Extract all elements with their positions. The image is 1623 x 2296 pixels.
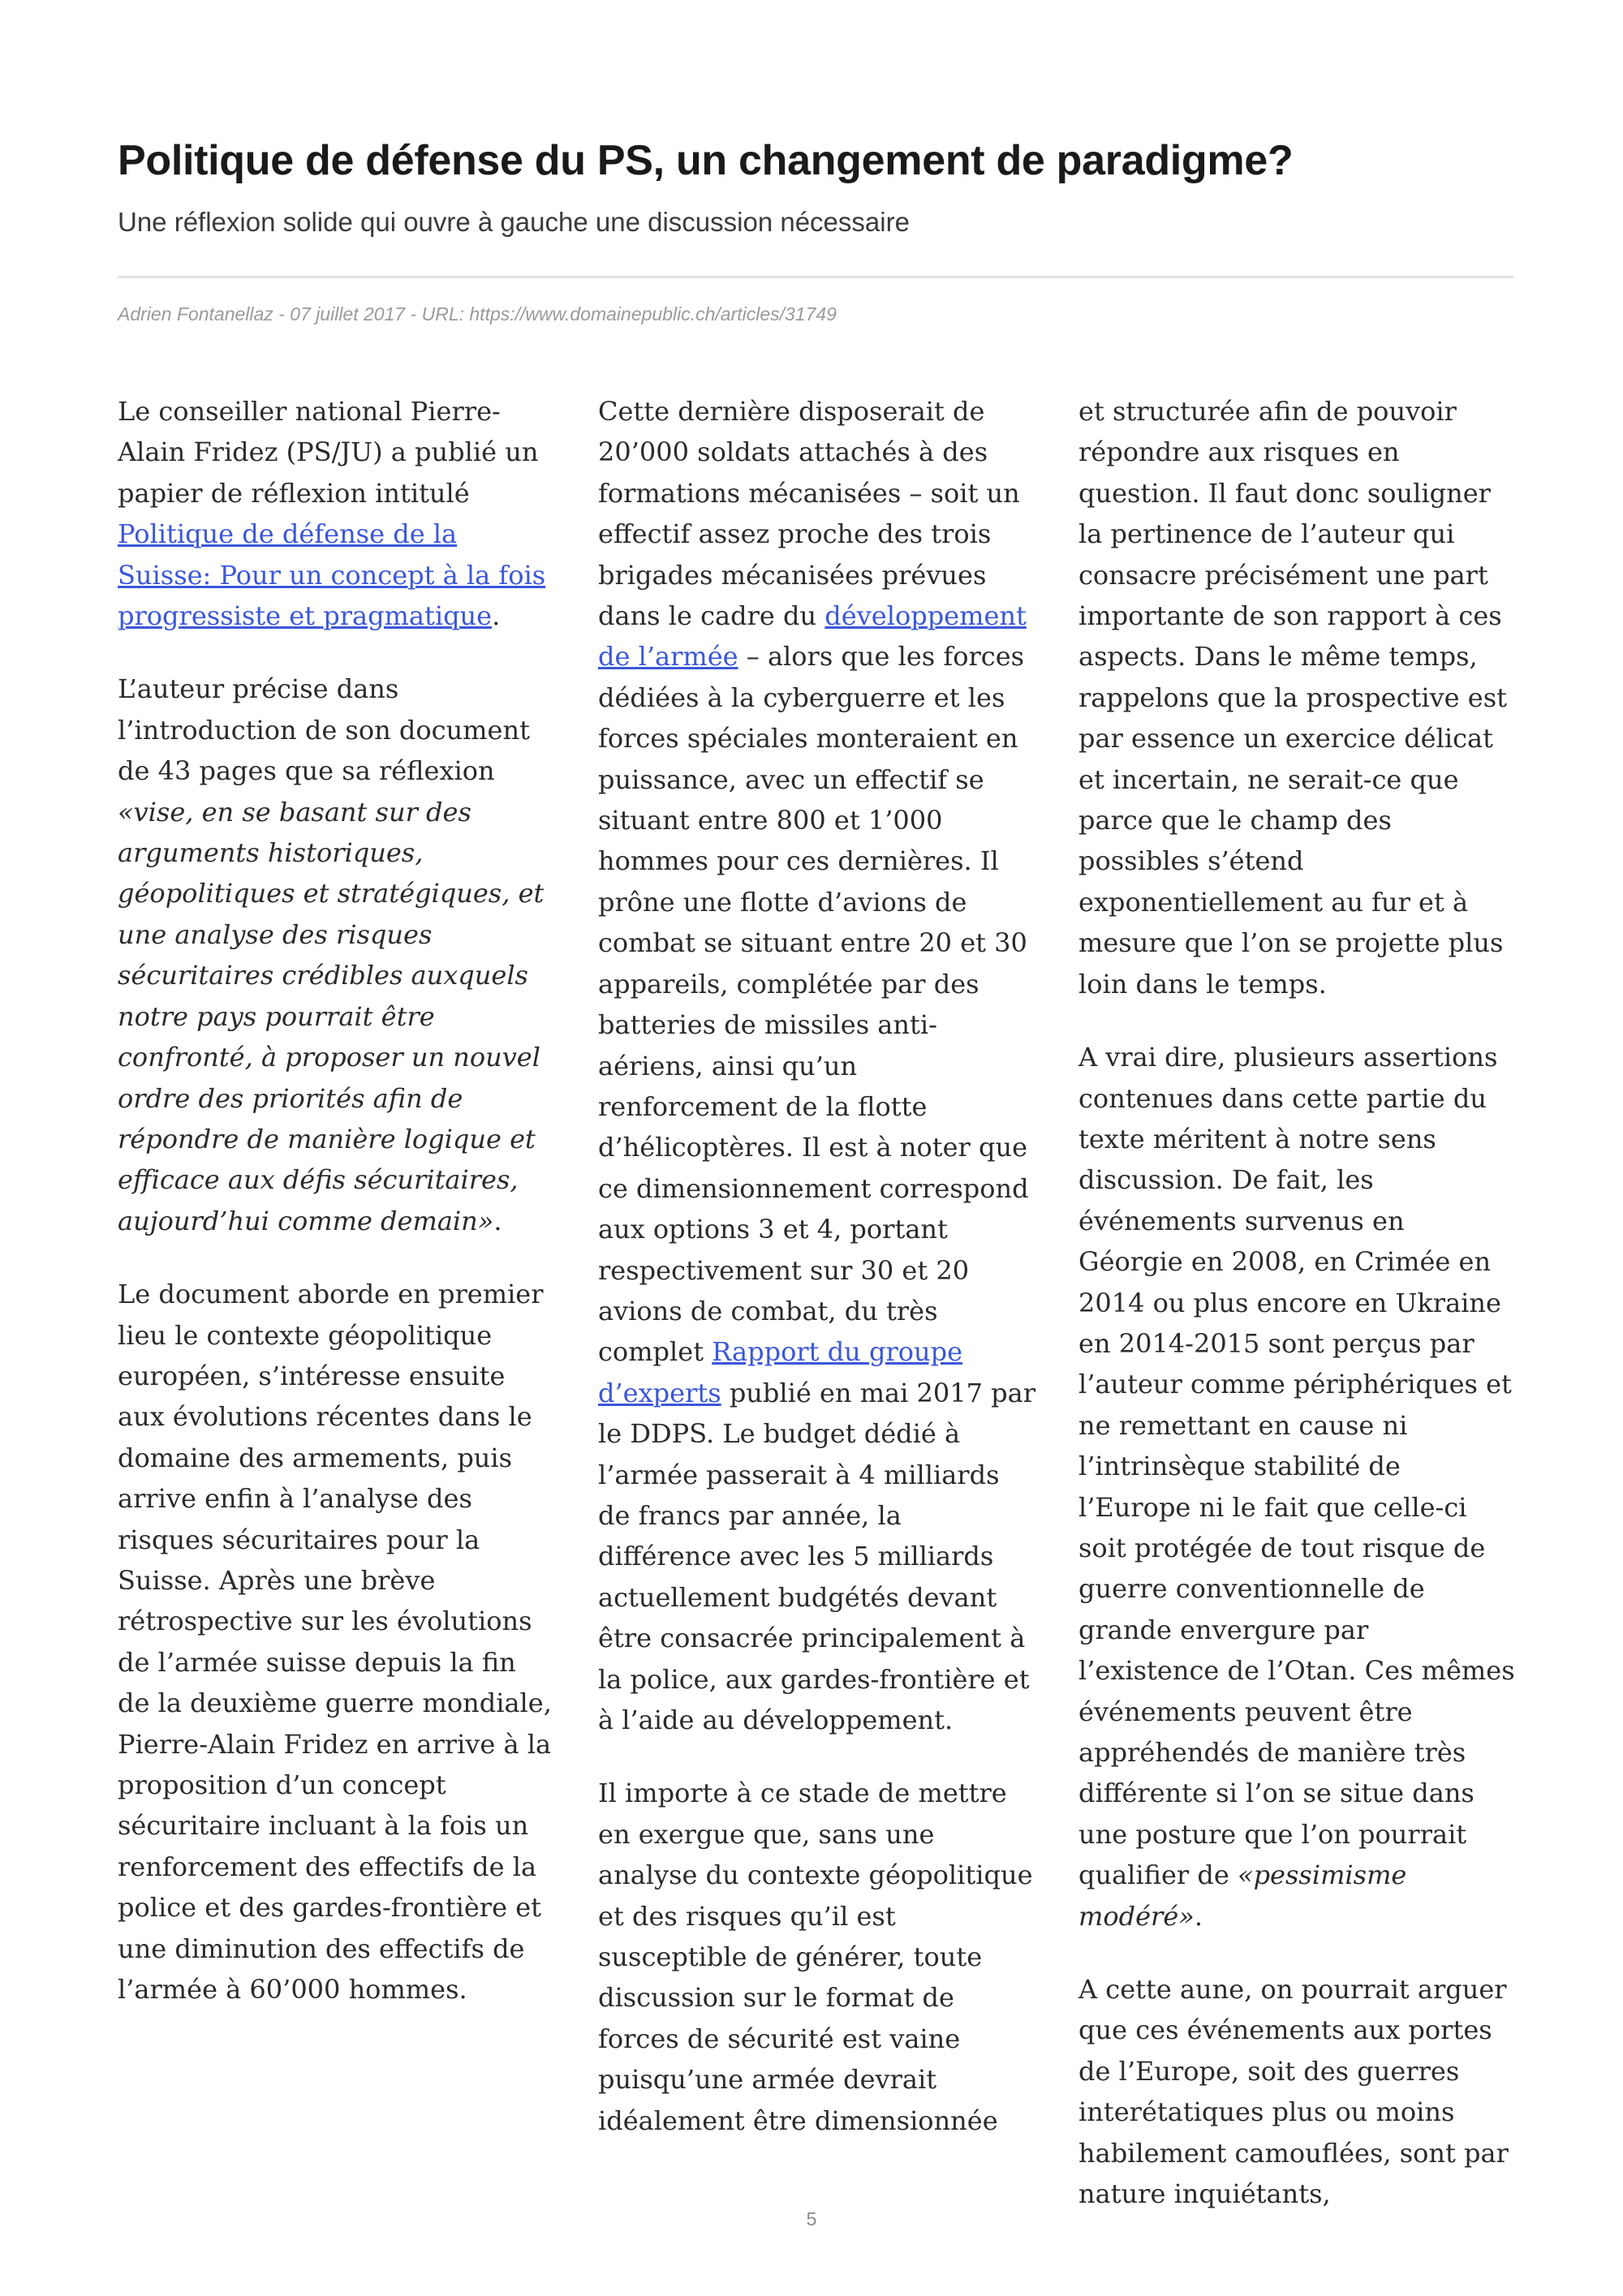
article-body: [118, 391, 1515, 2210]
paragraph-text: L’auteur précise dans l’introduction de son document de 43 pages que sa réflexion: [118, 673, 530, 787]
column-2: [598, 391, 1036, 2184]
quote: «vise, en se basant sur des arguments historiques, géopolitiques et stratégiques, et une analyse des risques sécuritaires crédibles auxquels notre pays pourrait être confronté, à proposer un nouvel ordre des priorités afin de répondre de manière logique et efficace aux défis sécuritaires, aujourd’hui comme demain»: [118, 796, 545, 1236]
paragraph: Le document aborde en premier lieu le contexte géopolitique européen, s’intéresse ensuite aux évolutions récentes dans le domaine des armements, puis arrive enfin à l’analyse des risques sécuritaires pour la Suisse. Après une brève rétrospective sur les évolutions de l’armée suisse depuis la fin de la deuxième guerre mondiale, Pierre-Alain Fridez en arrive à la proposition d’un concept sécuritaire incluant à la fois un renforcement des effectifs de la police et des gardes-frontière et une diminution des effectifs de l’armée à 60’000 hommes.: [118, 1279, 552, 2006]
column-1: [118, 391, 556, 2184]
punctuation: .: [1194, 1900, 1203, 1932]
article-meta: Adrien Fontanellaz - 07 juillet 2017 - URL: https://www.domainepublic.ch/articles/31749: [118, 303, 837, 325]
link-rapport-groupe-experts[interactable]: Rapport du groupe d’experts: [598, 1336, 963, 1408]
paragraph: [118, 669, 556, 1241]
paragraph-text: Cette dernière disposerait de 20’000 soldats attachés à des formations mécanisées – soit un effectif assez proche des trois brigades mécanisées prévues dans le cadre du: [598, 396, 1020, 632]
column-3: [1078, 391, 1517, 2210]
paragraph-text: – alors que les forces dédiées à la cyberguerre et les forces spéciales monteraient en puissance, avec un effectif se situant entre 800 et 1’000 hommes pour ces dernières. Il prône une flotte d’avions de combat se situant entre 20 et 30 appareils, complétée par des batteries de missiles anti-aériens, ainsi qu’un renforcement de la flotte d’hélicoptères. Il est à noter que ce dimensionnement correspond aux options 3 et 4, portant respectivement sur 30 et 20 avions de combat, du très complet: [598, 641, 1029, 1368]
paragraph-text: publié en mai 2017 par le DDPS. Le budget dédié à l’armée passerait à 4 milliards de francs par année, la différence avec les 5 milliards actuellement budgétés devant être consacrée principalement à la police, aux gardes-frontière et à l’aide au développement.: [598, 1377, 1035, 1735]
paragraph-text: Le conseiller national Pierre-Alain Fridez (PS/JU) a publié un papier de réflexion intitulé: [118, 396, 539, 509]
article-subtitle: Une réflexion solide qui ouvre à gauche une discussion nécessaire: [118, 207, 910, 237]
punctuation: .: [493, 1205, 502, 1236]
article-title: Politique de défense du PS, un changement de paradigme?: [118, 137, 1294, 184]
paragraph: [1078, 1037, 1517, 1937]
paragraph: [598, 391, 1036, 1740]
punctuation: .: [492, 600, 501, 632]
link-developpement-armee[interactable]: développement de l’armée: [598, 600, 1027, 673]
paragraph: et structurée afin de pouvoir répondre aux risques en question. Il faut donc souligner la pertinence de l’auteur qui consacre précisément une part importante de son rapport à ces aspects. Dans le même temps, rappelons que la prospective est par essence un exercice délicat et incertain, ne serait-ce que parce que le champ des possibles s’étend exponentiellement au fur et à mesure que l’on se projette plus loin dans le temps.: [1078, 396, 1507, 1000]
quote: «pessimisme modéré»: [1078, 1860, 1407, 1932]
paragraph: A cette aune, on pourrait arguer que ces événements aux portes de l’Europe, soit des guerres interétatiques plus ou moins habilement camouflées, sont par nature inquiétants,: [1078, 1974, 1509, 2210]
paragraph-text: A vrai dire, plusieurs assertions contenues dans cette partie du texte méritent à notre sens discussion. De fait, les événements survenus en Géorgie en 2008, en Crimée en 2014 ou plus encore en Ukraine en 2014-2015 sont perçus par l’auteur comme périphériques et ne remettant en cause ni l’intrinsèque stabilité de l’Europe ni le fait que celle-ci soit protégée de tout risque de guerre conventionnelle de grande envergure par l’existence de l’Otan. Ces mêmes événements peuvent être appréhendés de manière très différente si l’on se situe dans une posture que l’on pourrait qualifier de: [1078, 1042, 1515, 1891]
link-politique-de-defense[interactable]: Politique de défense de la Suisse: Pour un concept à la fois progressiste et pragmatique: [118, 518, 546, 632]
paragraph: [118, 391, 556, 636]
header-divider: [118, 276, 1513, 278]
page-number: 5: [806, 2208, 817, 2229]
paragraph: Il importe à ce stade de mettre en exergue que, sans une analyse du contexte géopolitique et des risques qu’il est susceptible de générer, toute discussion sur le format de forces de sécurité est vaine puisqu’une armée devrait idéalement être dimensionnée: [598, 1778, 1033, 2136]
